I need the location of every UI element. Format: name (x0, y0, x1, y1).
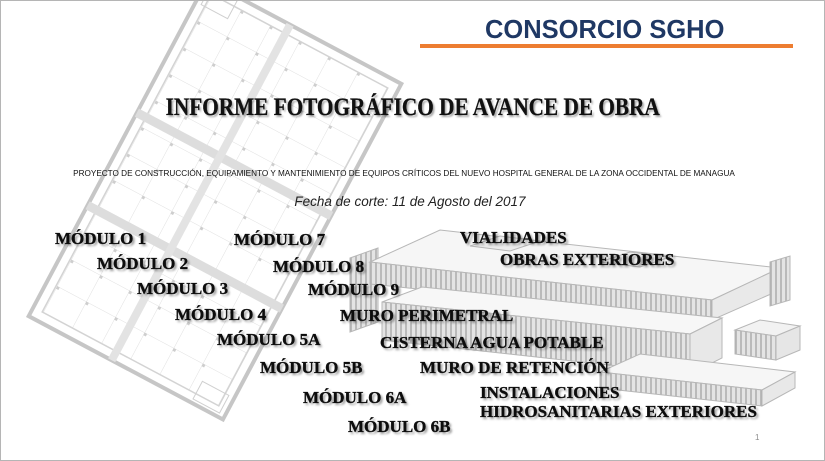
work-item-muro-de-retencion: MURO DE RETENCIÓN (420, 358, 609, 377)
work-item-vialidades: VIALIDADES (460, 228, 567, 247)
company-name: CONSORCIO SGHO (485, 16, 725, 44)
title-row (0, 93, 825, 123)
work-item-instalaciones-line-1: INSTALACIONES (480, 383, 620, 402)
page-number: 1 (755, 433, 760, 442)
work-item-modulo-5b: MÓDULO 5B (260, 358, 363, 377)
work-item-modulo-2: MÓDULO 2 (97, 254, 189, 273)
accent-line (420, 44, 793, 48)
cutoff-date: Fecha de corte: 11 de Agosto del 2017 (294, 194, 526, 209)
work-item-modulo-1: MÓDULO 1 (55, 229, 147, 248)
work-item-modulo-3: MÓDULO 3 (137, 279, 229, 298)
work-item-modulo-9: MÓDULO 9 (308, 280, 400, 299)
work-item-modulo-4: MÓDULO 4 (175, 305, 267, 324)
project-description: PROYECTO DE CONSTRUCCIÓN, EQUIPAMIENTO Y MANTENIMIENTO DE EQUIPOS CRÍTICOS DEL NUEVO HOSPITAL GENERAL DE LA ZONA OCCIDENTAL DE MANAGUA (73, 169, 735, 178)
work-item-obras-exteriores: OBRAS EXTERIORES (500, 250, 675, 269)
work-item-modulo-8: MÓDULO 8 (273, 257, 365, 276)
work-item-modulo-6b: MÓDULO 6B (348, 417, 451, 436)
work-item-instalaciones-line-2: HIDROSANITARIAS EXTERIORES (480, 402, 757, 421)
work-item-modulo-6a: MÓDULO 6A (303, 388, 407, 407)
report-title: INFORME FOTOGRÁFICO DE AVANCE DE OBRA (165, 94, 660, 121)
work-item-modulo-7: MÓDULO 7 (234, 230, 326, 249)
work-item-muro-perimetral: MURO PERIMETRAL (340, 306, 514, 325)
work-item-cisterna-agua-potable: CISTERNA AGUA POTABLE (380, 333, 604, 352)
work-item-modulo-5a: MÓDULO 5A (217, 330, 321, 349)
